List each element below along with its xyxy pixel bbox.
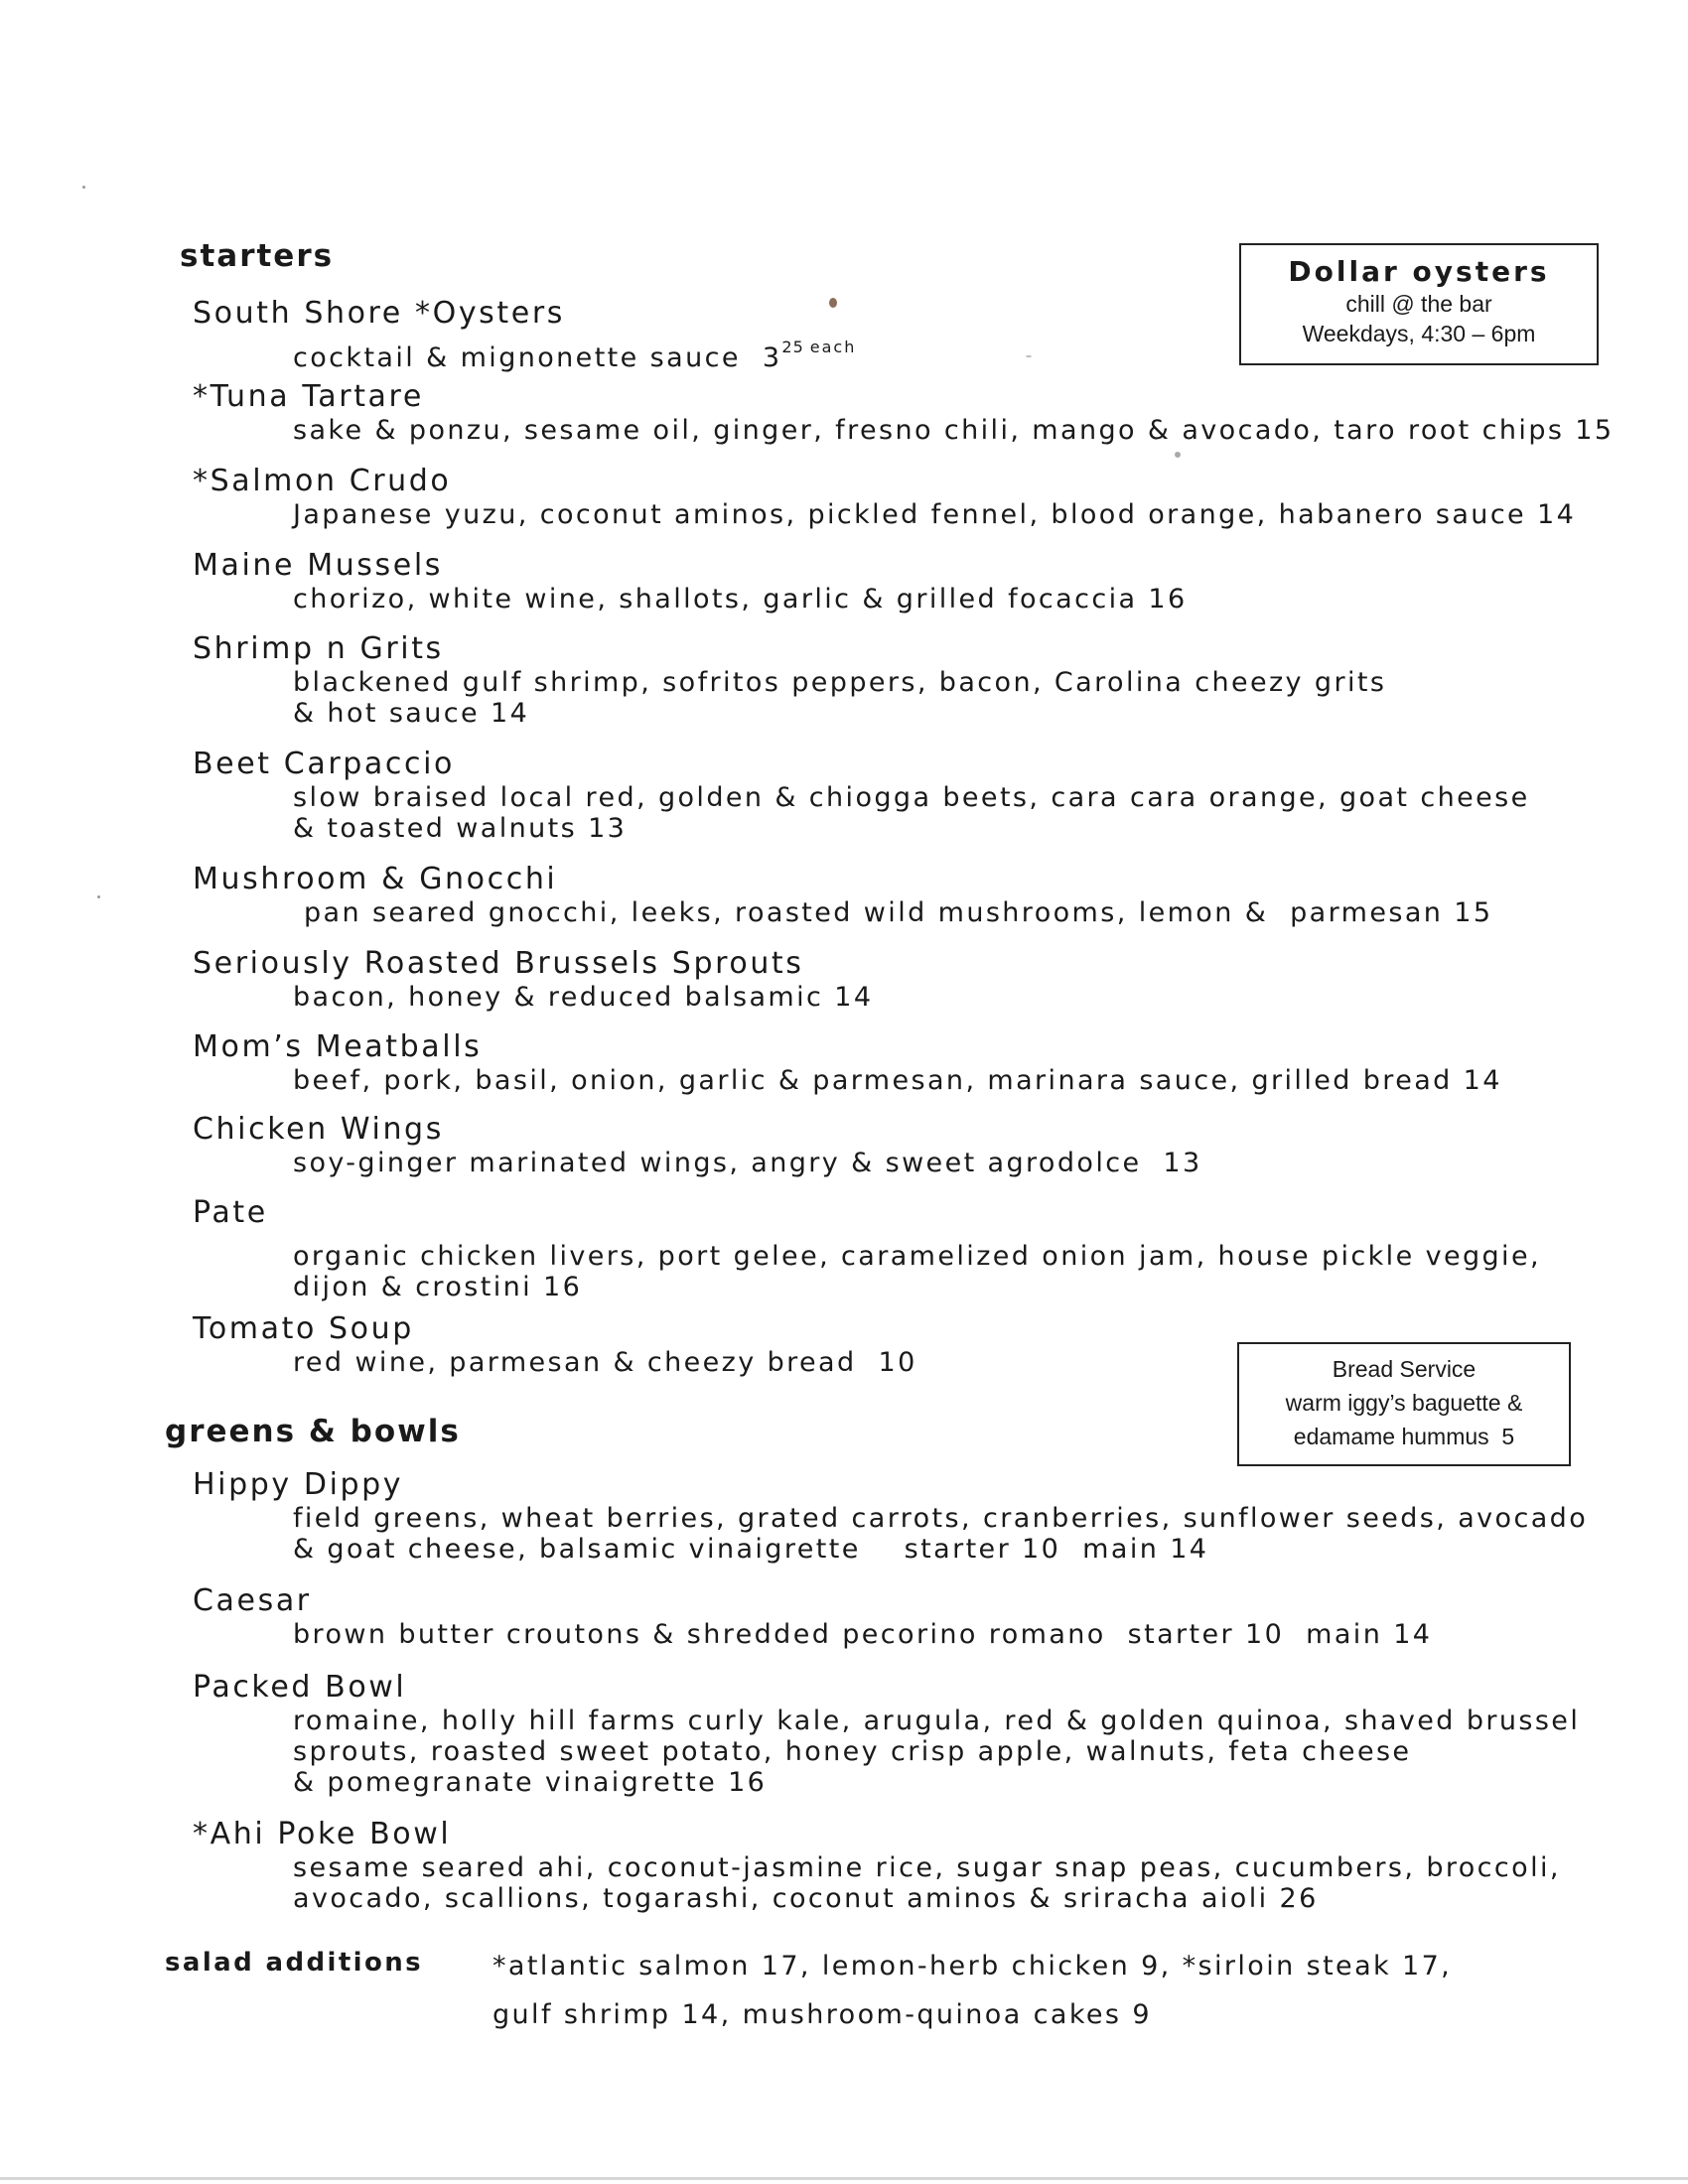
item-desc: slow braised local red, golden & chiogga beets, cara cara orange, goat cheese & toasted walnuts 13 <box>293 782 1530 844</box>
starters-heading: starters <box>180 238 335 274</box>
menu-item-tuna-tartare <box>193 379 1622 446</box>
menu-item-mushroom-gnocchi <box>193 862 1622 928</box>
menu-item-pate <box>193 1195 1622 1302</box>
menu-item-hippy-dippy <box>193 1467 1622 1565</box>
scan-edge-line <box>0 2177 1688 2180</box>
item-name: Mom’s Meatballs <box>193 1029 483 1064</box>
bread-service-line-3: edamame hummus 5 <box>1293 1424 1515 1449</box>
dollar-oysters-title: Dollar oysters <box>1288 255 1550 288</box>
menu-item-chicken-wings <box>193 1112 1622 1178</box>
bread-service-line-2: warm iggy’s baguette & <box>1285 1390 1523 1416</box>
item-desc: sesame seared ahi, coconut-jasmine rice, sugar snap peas, cucumbers, broccoli, avocado, scallions, togarashi, coconut aminos & sriracha aioli 26 <box>293 1852 1561 1914</box>
item-desc: beef, pork, basil, onion, garlic & parmesan, marinara sauce, grilled bread 14 <box>293 1065 1502 1096</box>
item-desc: pan seared gnocchi, leeks, roasted wild mushrooms, lemon & parmesan 15 <box>293 897 1493 928</box>
scan-speck <box>1026 355 1032 357</box>
menu-item-moms-meatballs <box>193 1029 1622 1096</box>
item-desc: field greens, wheat berries, grated carrots, cranberries, sunflower seeds, avocado & goat cheese, balsamic vinaigrette starter 10 main 14 <box>293 1503 1589 1565</box>
scan-speck <box>82 186 85 189</box>
item-name: Shrimp n Grits <box>193 631 444 666</box>
bread-service-title: Bread Service <box>1332 1356 1477 1382</box>
item-desc: Japanese yuzu, coconut aminos, pickled fennel, blood orange, habanero sauce 14 <box>293 499 1577 530</box>
item-desc: soy-ginger marinated wings, angry & sweet agrodolce 13 <box>293 1148 1202 1178</box>
item-desc: sake & ponzu, sesame oil, ginger, fresno chili, mango & avocado, taro root chips 15 <box>293 415 1615 446</box>
item-name: Tomato Soup <box>193 1311 414 1346</box>
item-name: South Shore *Oysters <box>193 296 565 331</box>
oyster-price: $3^{25}$ $^{each}$ <box>762 338 857 373</box>
scan-speck <box>829 298 837 308</box>
dollar-oysters-line-1: chill @ the bar <box>1345 291 1492 317</box>
item-name: Mushroom & Gnocchi <box>193 862 558 896</box>
dollar-oysters-line-2: Weekdays, 4:30 – 6pm <box>1302 321 1536 346</box>
item-name: Seriously Roasted Brussels Sprouts <box>193 946 804 981</box>
item-name: *Ahi Poke Bowl <box>193 1817 452 1851</box>
menu-item-packed-bowl <box>193 1670 1622 1798</box>
menu-item-salmon-crudo <box>193 464 1622 530</box>
menu-item-caesar <box>193 1583 1622 1650</box>
item-desc: cocktail & mignonette sauce $3^{25}$ $^{each}$ <box>293 338 857 373</box>
scan-speck <box>97 895 100 898</box>
scan-speck <box>1175 452 1181 458</box>
item-desc: organic chicken livers, port gelee, caramelized onion jam, house pickle veggie, dijon & crostini 16 <box>293 1241 1541 1302</box>
item-desc: blackened gulf shrimp, sofritos peppers, bacon, Carolina cheezy grits & hot sauce 14 <box>293 667 1387 729</box>
salad-additions-line-2: gulf shrimp 14, mushroom-quinoa cakes 9 <box>492 1999 1152 2030</box>
item-desc: brown butter croutons & shredded pecorino romano starter 10 main 14 <box>293 1619 1433 1650</box>
item-desc: chorizo, white wine, shallots, garlic & grilled focaccia 16 <box>293 584 1188 614</box>
menu-item-beet-carpaccio <box>193 747 1622 844</box>
menu-item-maine-mussels <box>193 548 1622 614</box>
dollar-oysters-box <box>1239 243 1599 365</box>
item-name: *Salmon Crudo <box>193 464 452 498</box>
menu-item-shrimp-n-grits <box>193 631 1622 729</box>
item-desc: romaine, holly hill farms curly kale, arugula, red & golden quinoa, shaved brussel sprouts, roasted sweet potato, honey crisp apple, walnuts, feta cheese & pomegranate vinaigrette 16 <box>293 1706 1581 1798</box>
item-name: Caesar <box>193 1583 312 1618</box>
item-name: Packed Bowl <box>193 1670 407 1705</box>
menu-item-brussels-sprouts <box>193 946 1622 1013</box>
item-name: Beet Carpaccio <box>193 747 455 781</box>
item-name: Chicken Wings <box>193 1112 444 1147</box>
greens-bowls-heading: greens & bowls <box>165 1414 461 1449</box>
item-name: Pate <box>193 1195 268 1230</box>
salad-additions-line-1: *atlantic salmon 17, lemon-herb chicken 9, *sirloin steak 17, <box>492 1951 1453 1981</box>
menu-item-ahi-poke-bowl <box>193 1817 1622 1914</box>
item-name: Maine Mussels <box>193 548 443 583</box>
item-name: Hippy Dippy <box>193 1467 404 1502</box>
item-desc: bacon, honey & reduced balsamic 14 <box>293 982 874 1013</box>
bread-service-box <box>1237 1342 1571 1466</box>
item-desc: red wine, parmesan & cheezy bread 10 <box>293 1347 917 1378</box>
item-name: *Tuna Tartare <box>193 379 424 414</box>
salad-additions-label: salad additions <box>165 1948 424 1978</box>
